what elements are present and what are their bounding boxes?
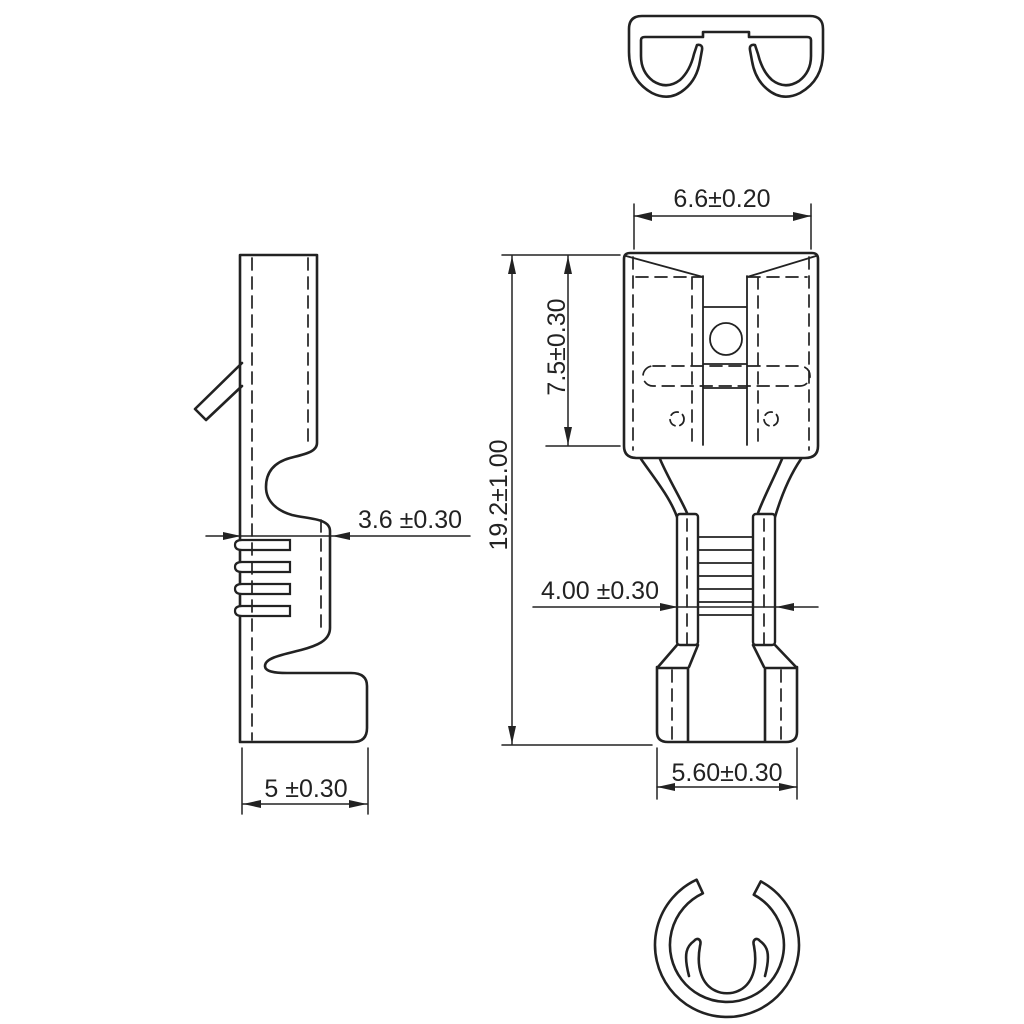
arrowhead: [660, 603, 678, 611]
insulation-barrel-outline: [657, 667, 797, 742]
receptacle-section-outline: [629, 16, 823, 97]
arrowhead: [634, 212, 652, 221]
dimension-contact-depth: [502, 255, 620, 446]
wire-wing-claws-section: [686, 939, 768, 993]
dimple-right: [764, 412, 778, 426]
dimple-left: [670, 412, 684, 426]
dim-label-side-serration-width: 3.6 ±0.30: [357, 506, 463, 534]
contact-hole: [710, 323, 742, 355]
side-view: [195, 255, 367, 742]
side-view-fold-centerlines: [252, 258, 321, 740]
dimension-side-body-width: [242, 748, 368, 814]
dim-label-overall-length: 19.2±1.00: [485, 439, 513, 551]
arrowhead: [349, 800, 367, 808]
serration-bars: [235, 540, 290, 616]
dim-label-wire-crimp-width: 4.00 ±0.30: [541, 577, 659, 605]
dim-label-side-body-width: 5 ±0.30: [264, 775, 348, 803]
front-view: [624, 253, 818, 742]
dim-label-contact-depth: 7.5±0.30: [543, 298, 571, 396]
hidden-slot: [643, 366, 810, 386]
receptacle-box-outline: [624, 253, 818, 458]
arrowhead: [332, 532, 350, 540]
arrowhead: [793, 212, 811, 221]
arrowhead: [564, 427, 572, 445]
arrowhead: [564, 256, 572, 274]
neck-taper-lines: [641, 459, 801, 517]
top-section-view: [629, 16, 823, 97]
arrowhead: [508, 256, 516, 274]
dimension-insulation-crimp-width: [657, 748, 797, 799]
dim-label-insulation-crimp-width: 5.60±0.30: [671, 759, 783, 787]
barrel-ring-section: [655, 880, 799, 1017]
bottom-section-view: [655, 880, 799, 1017]
dim-label-top-width: 6.6±0.20: [673, 185, 771, 213]
barrel-flare-lines: [658, 645, 796, 667]
side-view-outline: [240, 255, 367, 742]
entry-chamfer-lines: [626, 256, 816, 277]
locking-lance: [195, 363, 242, 420]
arrowhead: [243, 800, 261, 808]
dimension-top-width: [634, 185, 811, 249]
arrowhead: [508, 726, 516, 744]
dimension-side-serration-width: [206, 506, 470, 540]
arrowhead: [223, 532, 241, 540]
wire-serration-lines: [698, 537, 753, 615]
arrowhead: [776, 603, 794, 611]
center-strip-lines: [703, 276, 747, 445]
